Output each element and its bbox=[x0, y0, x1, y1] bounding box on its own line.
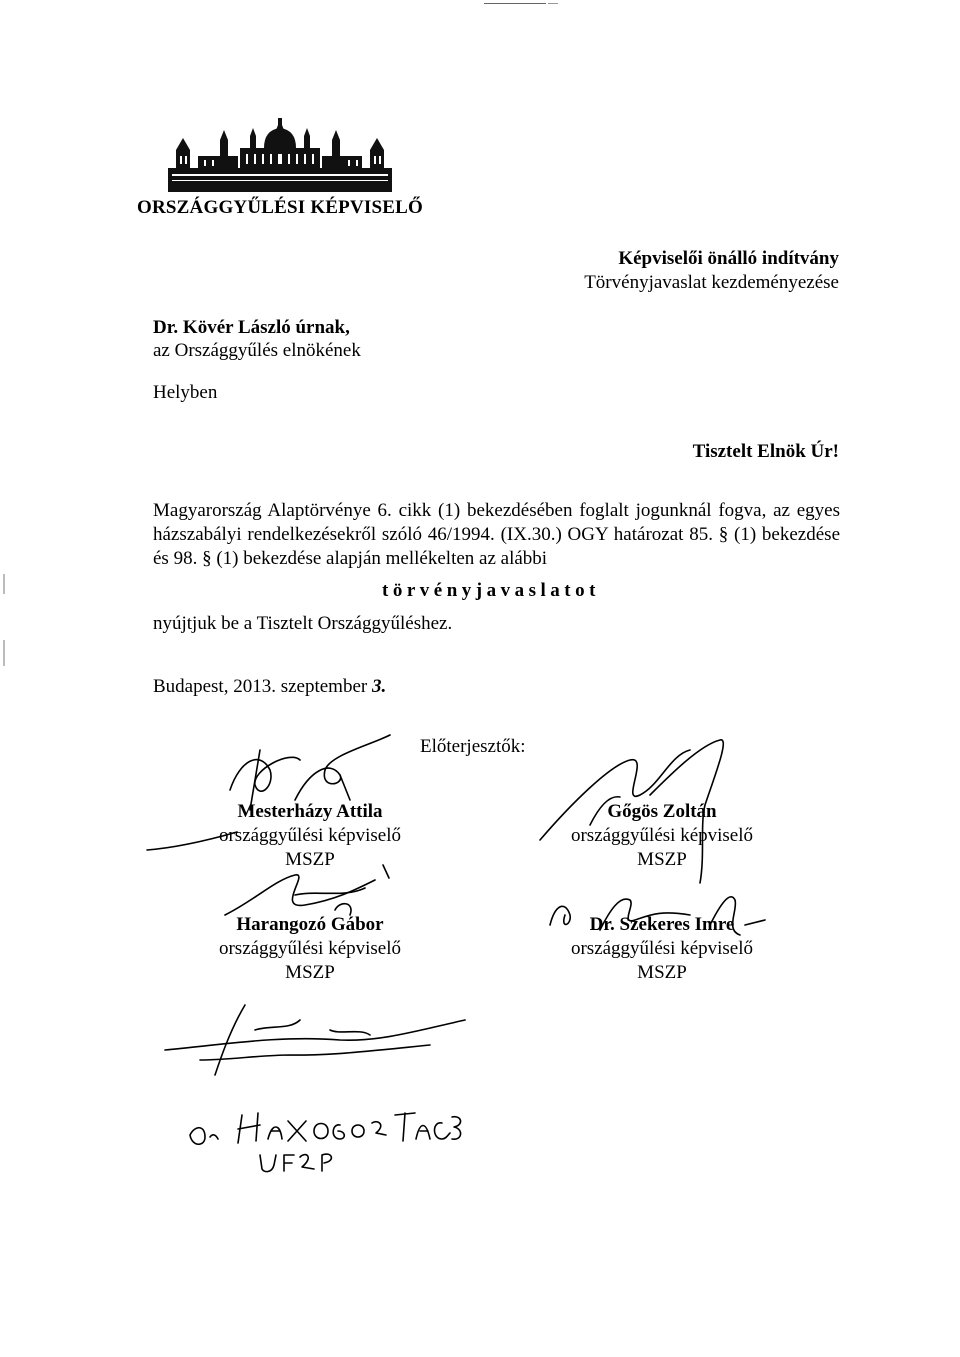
signer-name: Gőgös Zoltán bbox=[607, 801, 717, 822]
signer-role: országgyűlési képviselő bbox=[570, 938, 754, 959]
handwritten-day: 3. bbox=[371, 676, 387, 697]
signer-name: Mesterházy Attila bbox=[237, 801, 383, 822]
signer-name: Dr. Szekeres Imre bbox=[589, 914, 735, 935]
signer-block bbox=[532, 800, 792, 872]
addressee-place: Helyben bbox=[153, 382, 218, 403]
place-date bbox=[153, 676, 386, 698]
top-edge-line bbox=[484, 3, 546, 4]
signer-block bbox=[180, 800, 440, 872]
addressee-name: Dr. Kövér László úrnak, bbox=[153, 317, 350, 338]
handwritten-note bbox=[180, 1095, 470, 1175]
signer-party: MSZP bbox=[285, 849, 335, 870]
top-edge-line-short bbox=[548, 3, 558, 4]
signer-role: országgyűlési képviselő bbox=[218, 938, 402, 959]
signer-role: országgyűlési képviselő bbox=[570, 825, 754, 846]
signer-block bbox=[532, 913, 792, 985]
document-subtype: Törvényjavaslat kezdeményezése bbox=[584, 272, 839, 293]
submission-line: nyújtjuk be a Tisztelt Országgyűléshez. bbox=[153, 613, 453, 634]
salutation: Tisztelt Elnök Úr! bbox=[692, 441, 839, 462]
signer-name: Harangozó Gábor bbox=[236, 914, 384, 935]
parliament-building-logo bbox=[168, 118, 392, 194]
signer-block bbox=[180, 913, 440, 985]
body-paragraph: Magyarország Alaptörvénye 6. cikk (1) bekezdésében foglalt jogunknál fogva, az egyes házszabályi rendelkezésekről szóló 46/1994. (IX.30.) OGY határozat 85. § (1) bekezdése és 98. § (1) bekezdése alapján mellékelten az alábbi bbox=[153, 500, 840, 569]
margin-mark bbox=[3, 640, 5, 666]
signature-harangozo-tamas bbox=[160, 1000, 470, 1080]
signer-party: MSZP bbox=[637, 849, 687, 870]
header-title: ORSZÁGGYŰLÉSI KÉPVISELŐ bbox=[137, 197, 423, 218]
margin-mark bbox=[3, 574, 5, 594]
sponsors-label: Előterjesztők: bbox=[420, 736, 526, 757]
signer-role: országgyűlési képviselő bbox=[218, 825, 402, 846]
signer-party: MSZP bbox=[637, 962, 687, 983]
place-date-text: Budapest, 2013. szeptember bbox=[153, 676, 372, 697]
document-type: Képviselői önálló indítvány bbox=[618, 248, 839, 269]
addressee-title: az Országgyűlés elnökének bbox=[153, 340, 361, 361]
spaced-heading: törvényjavaslatot bbox=[382, 580, 600, 601]
signer-party: MSZP bbox=[285, 962, 335, 983]
